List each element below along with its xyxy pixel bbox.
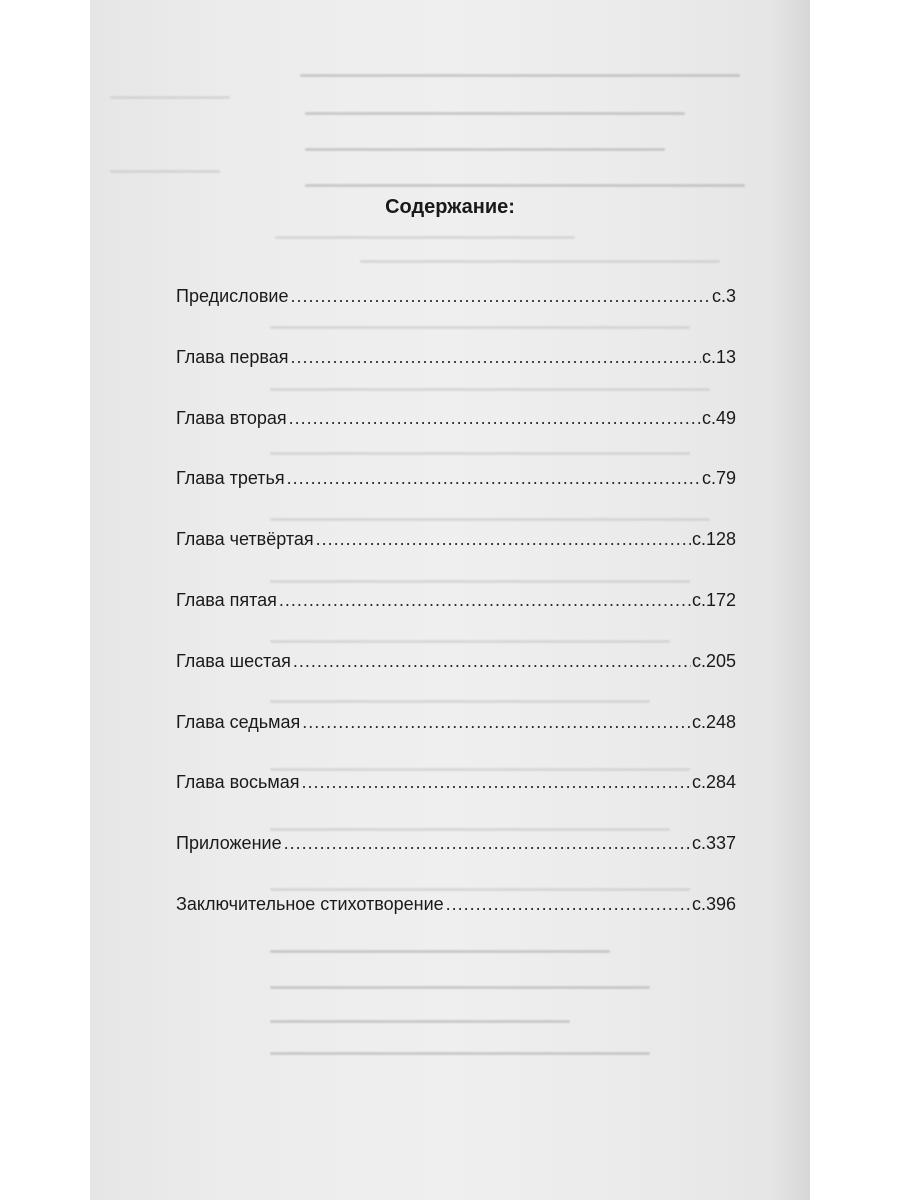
toc-entry-page: с.396 bbox=[691, 893, 736, 914]
toc-entry bbox=[176, 286, 736, 347]
toc-entry-page: с.49 bbox=[701, 407, 736, 428]
toc-entry-label: Глава восьмая bbox=[176, 772, 300, 793]
toc-entry bbox=[176, 408, 736, 469]
toc-title: Содержание: bbox=[385, 196, 515, 218]
toc-entry-label: Глава третья bbox=[176, 468, 285, 489]
toc-entry bbox=[176, 772, 736, 833]
toc-entry bbox=[176, 590, 736, 651]
toc-entry-page: с.172 bbox=[691, 589, 736, 610]
toc-entry-page: с.13 bbox=[701, 346, 736, 367]
toc-entry bbox=[176, 347, 736, 408]
toc-entry-page: с.3 bbox=[711, 286, 736, 306]
dot-leader bbox=[302, 712, 691, 733]
book-page bbox=[90, 0, 810, 1200]
toc-entry-label: Глава первая bbox=[176, 346, 289, 367]
dot-leader bbox=[316, 529, 691, 550]
toc-entry-label: Заключительное стихотворение bbox=[176, 893, 444, 914]
toc-entry-page: с.248 bbox=[691, 711, 736, 732]
toc-entry-label: Приложение bbox=[176, 833, 282, 854]
toc-entry bbox=[176, 894, 736, 955]
table-of-contents bbox=[176, 286, 736, 955]
toc-entry-label: Глава четвёртая bbox=[176, 529, 314, 550]
dot-leader bbox=[284, 833, 691, 854]
toc-entry-page: с.79 bbox=[701, 468, 736, 489]
dot-leader bbox=[302, 772, 691, 793]
toc-entry-label: Глава седьмая bbox=[176, 711, 301, 732]
dot-leader bbox=[290, 286, 711, 307]
dot-leader bbox=[291, 347, 701, 368]
dot-leader bbox=[293, 651, 691, 672]
toc-entry-page: с.205 bbox=[691, 650, 736, 671]
dot-leader bbox=[279, 590, 691, 611]
dot-leader bbox=[287, 468, 701, 489]
toc-entry-page: с.284 bbox=[691, 772, 736, 793]
toc-entry-label: Глава шестая bbox=[176, 650, 291, 671]
toc-entry bbox=[176, 712, 736, 773]
toc-entry-label: Глава вторая bbox=[176, 407, 287, 428]
toc-entry-page: с.337 bbox=[691, 833, 736, 854]
dot-leader bbox=[446, 894, 691, 915]
toc-entry bbox=[176, 833, 736, 894]
toc-entry bbox=[176, 468, 736, 529]
toc-entry-label: Предисловие bbox=[176, 286, 289, 306]
toc-entry-page: с.128 bbox=[691, 529, 736, 550]
dot-leader bbox=[289, 408, 701, 429]
toc-entry bbox=[176, 651, 736, 712]
toc-entry bbox=[176, 529, 736, 590]
toc-entry-label: Глава пятая bbox=[176, 589, 277, 610]
